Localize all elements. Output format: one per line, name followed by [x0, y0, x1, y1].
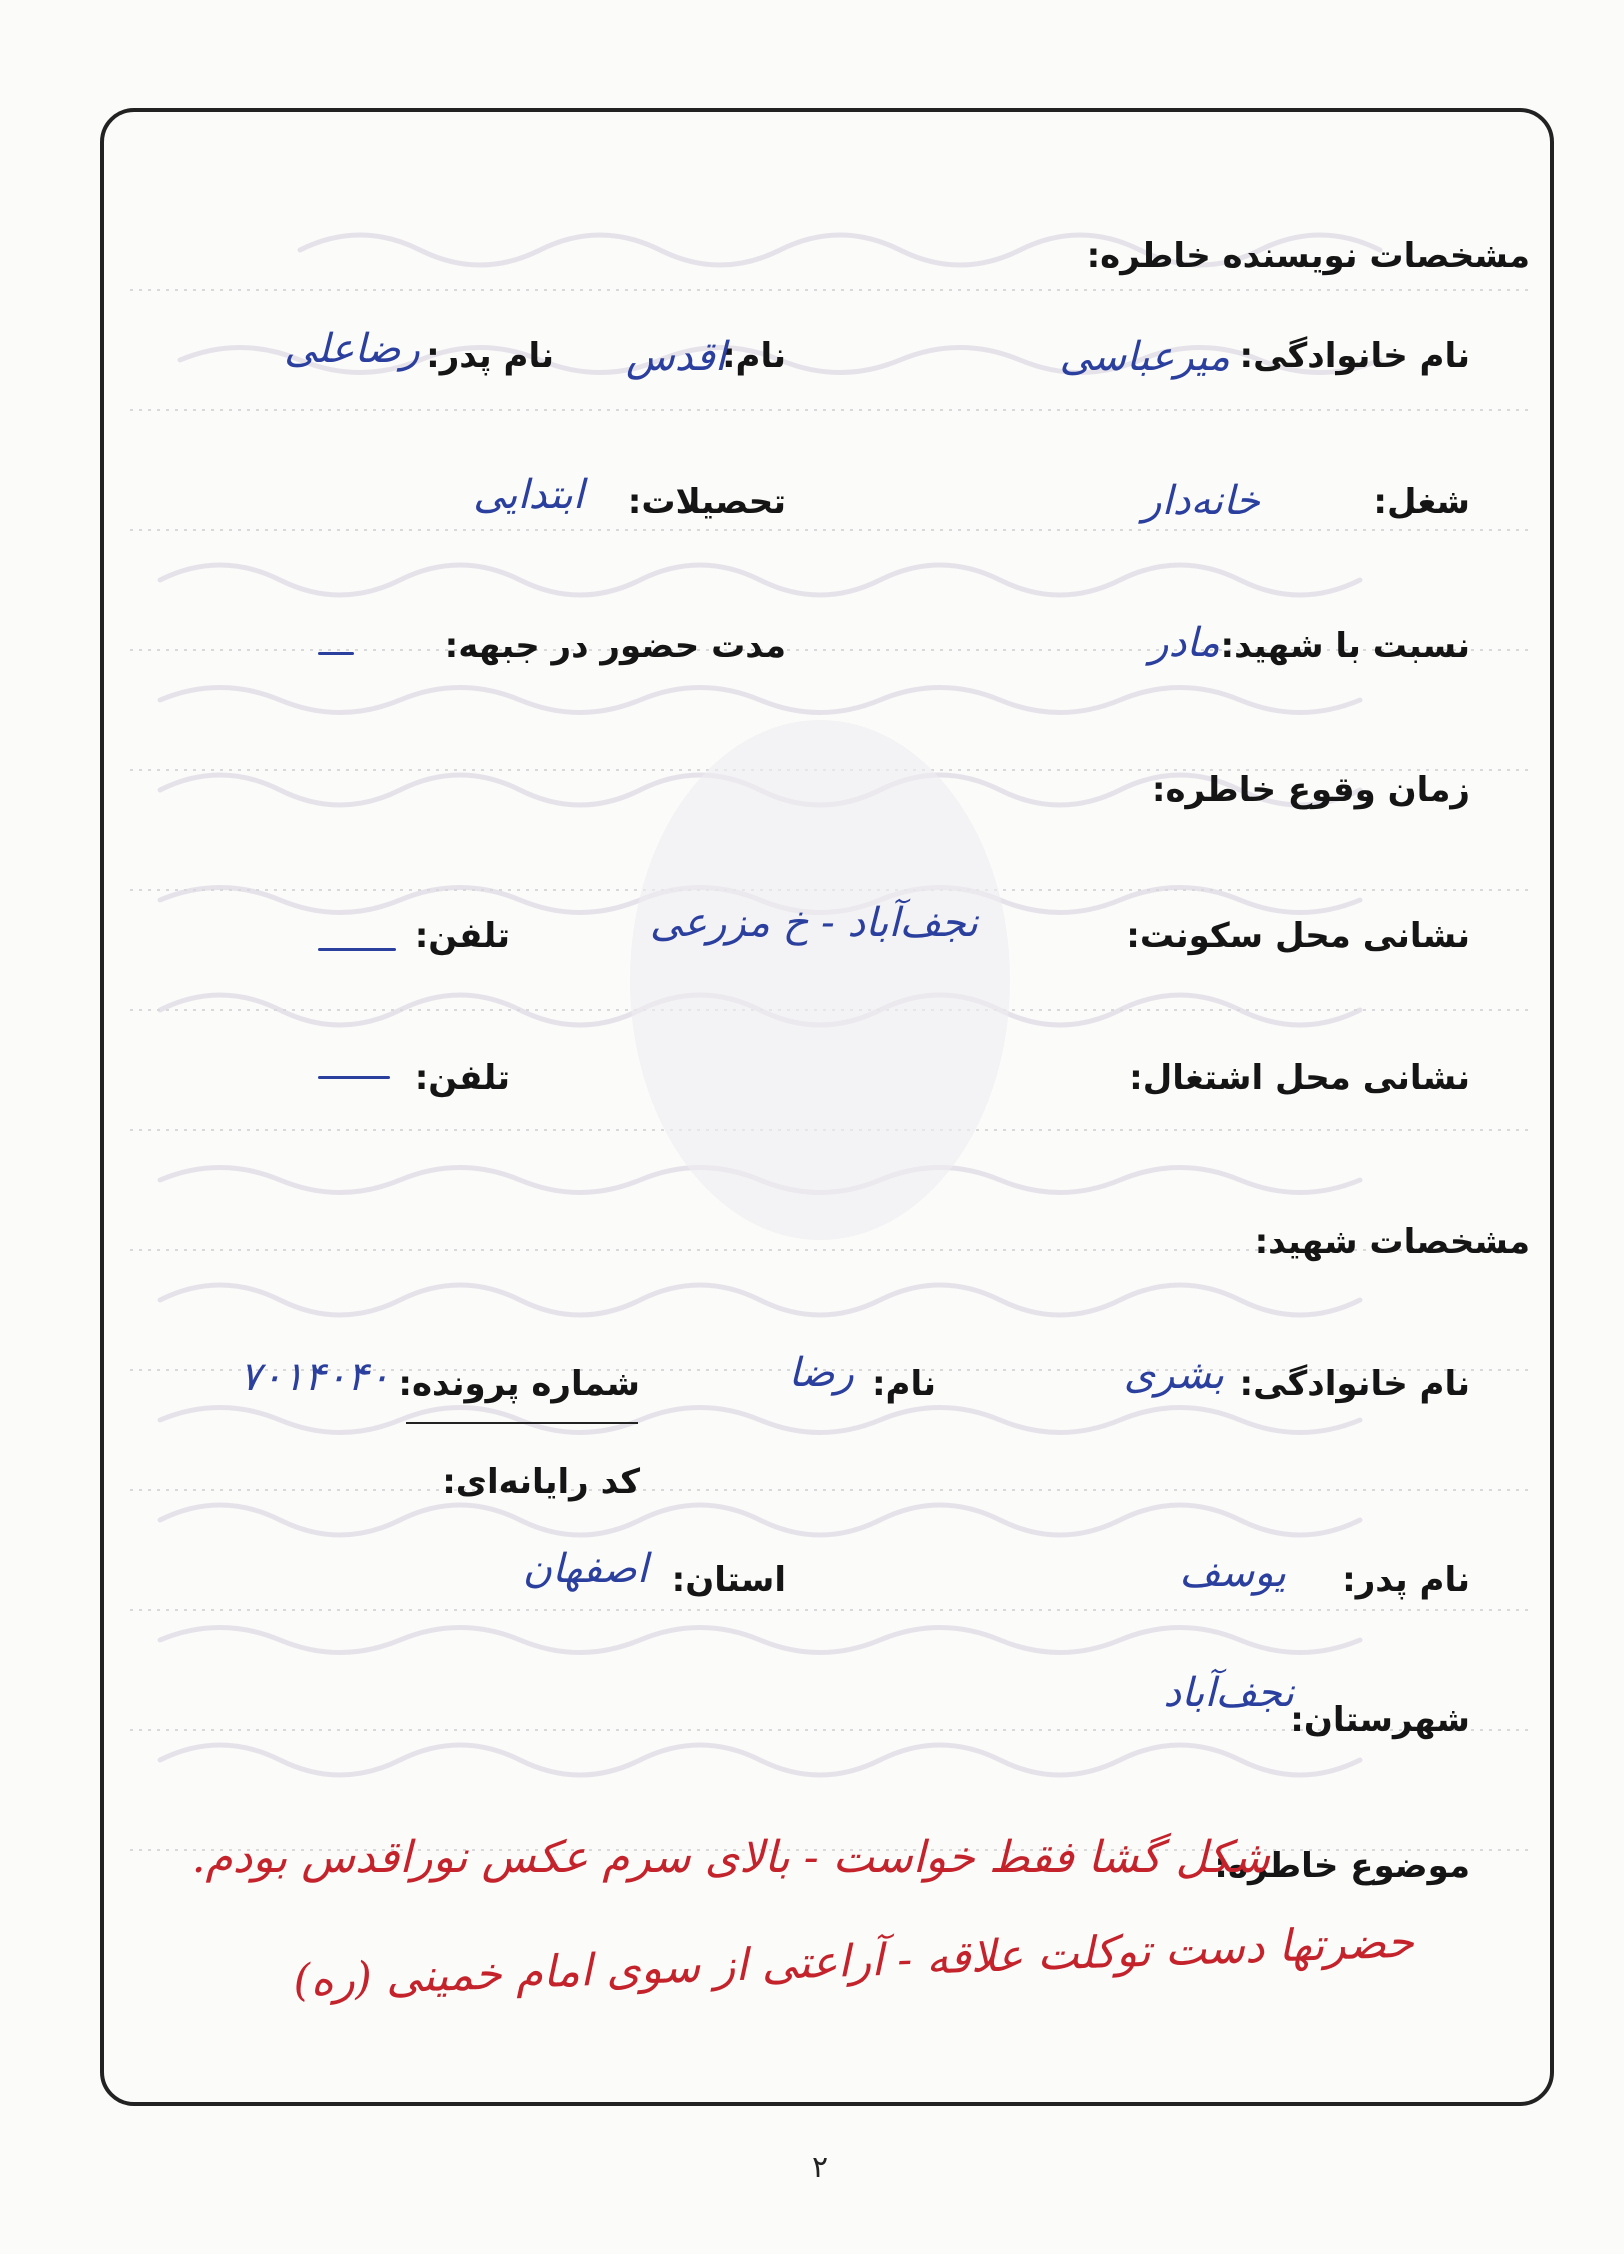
- memory-topic-label: موضوع خاطره:: [1214, 1846, 1470, 1886]
- file-number-value: ۷۰۱۴۰۴۰: [239, 1354, 390, 1400]
- memory-time-label: زمان وقوع خاطره:: [1151, 770, 1470, 810]
- author-father-label: نام پدر:: [426, 336, 554, 376]
- author-family-value: میرعباسی: [1059, 334, 1230, 380]
- author-education-value: ابتدایی: [473, 472, 584, 518]
- author-name-label: نام:: [721, 336, 786, 376]
- martyr-father-label: نام پدر:: [1342, 1560, 1470, 1600]
- file-number-underline: [406, 1422, 638, 1424]
- file-number-label: شماره پرونده:: [398, 1364, 640, 1404]
- city-label: شهرستان:: [1290, 1700, 1470, 1740]
- computer-code-label: کد رایانه‌ای:: [442, 1462, 640, 1502]
- author-job-label: شغل:: [1373, 482, 1470, 522]
- martyr-father-value: یوسف: [1179, 1550, 1286, 1596]
- author-job-value: خانه‌دار: [1142, 478, 1260, 524]
- work-phone-label: تلفن:: [414, 1058, 510, 1098]
- author-relation-label: نسبت با شهید:: [1220, 626, 1470, 666]
- author-section-title: مشخصات نویسنده خاطره:: [1086, 236, 1530, 276]
- work-phone-dash: [318, 1076, 390, 1079]
- martyr-name-value: رضا: [788, 1350, 854, 1396]
- author-family-label: نام خانوادگی:: [1239, 336, 1470, 376]
- home-address-label: نشانی محل سکونت:: [1126, 916, 1470, 956]
- martyr-name-label: نام:: [871, 1364, 936, 1404]
- province-label: استان:: [671, 1560, 786, 1600]
- author-name-value: اقدس: [625, 334, 726, 380]
- martyr-section-title: مشخصات شهید:: [1254, 1222, 1530, 1262]
- front-duration-label: مدت حضور در جبهه:: [444, 626, 786, 666]
- page-number: ۲: [812, 2150, 829, 2185]
- martyr-family-label: نام خانوادگی:: [1239, 1364, 1470, 1404]
- memory-topic-line2: حضرتها دست توکلت علاقه - آراعتی از سوی امام خمینی (ره): [292, 1916, 1415, 2007]
- author-education-label: تحصیلات:: [627, 482, 786, 522]
- home-address-value: نجف‌آباد - خ مزرعی: [649, 900, 978, 946]
- front-duration-dash: [318, 652, 354, 655]
- martyr-family-value: بشری: [1123, 1352, 1224, 1398]
- home-phone-label: تلفن:: [414, 916, 510, 956]
- province-value: اصفهان: [522, 1546, 648, 1592]
- work-address-label: نشانی محل اشتغال:: [1129, 1058, 1470, 1098]
- author-father-value: رضاعلی: [284, 326, 420, 372]
- form-border: [100, 108, 1554, 2106]
- memory-topic-line1: شکل گشا فقط خواست - بالای سرم عکس نوراقدس بودم.: [191, 1832, 1270, 1883]
- city-value: نجف‌آباد: [1163, 1670, 1294, 1716]
- home-phone-dash: [318, 948, 396, 951]
- author-relation-value: مادر: [1149, 620, 1220, 666]
